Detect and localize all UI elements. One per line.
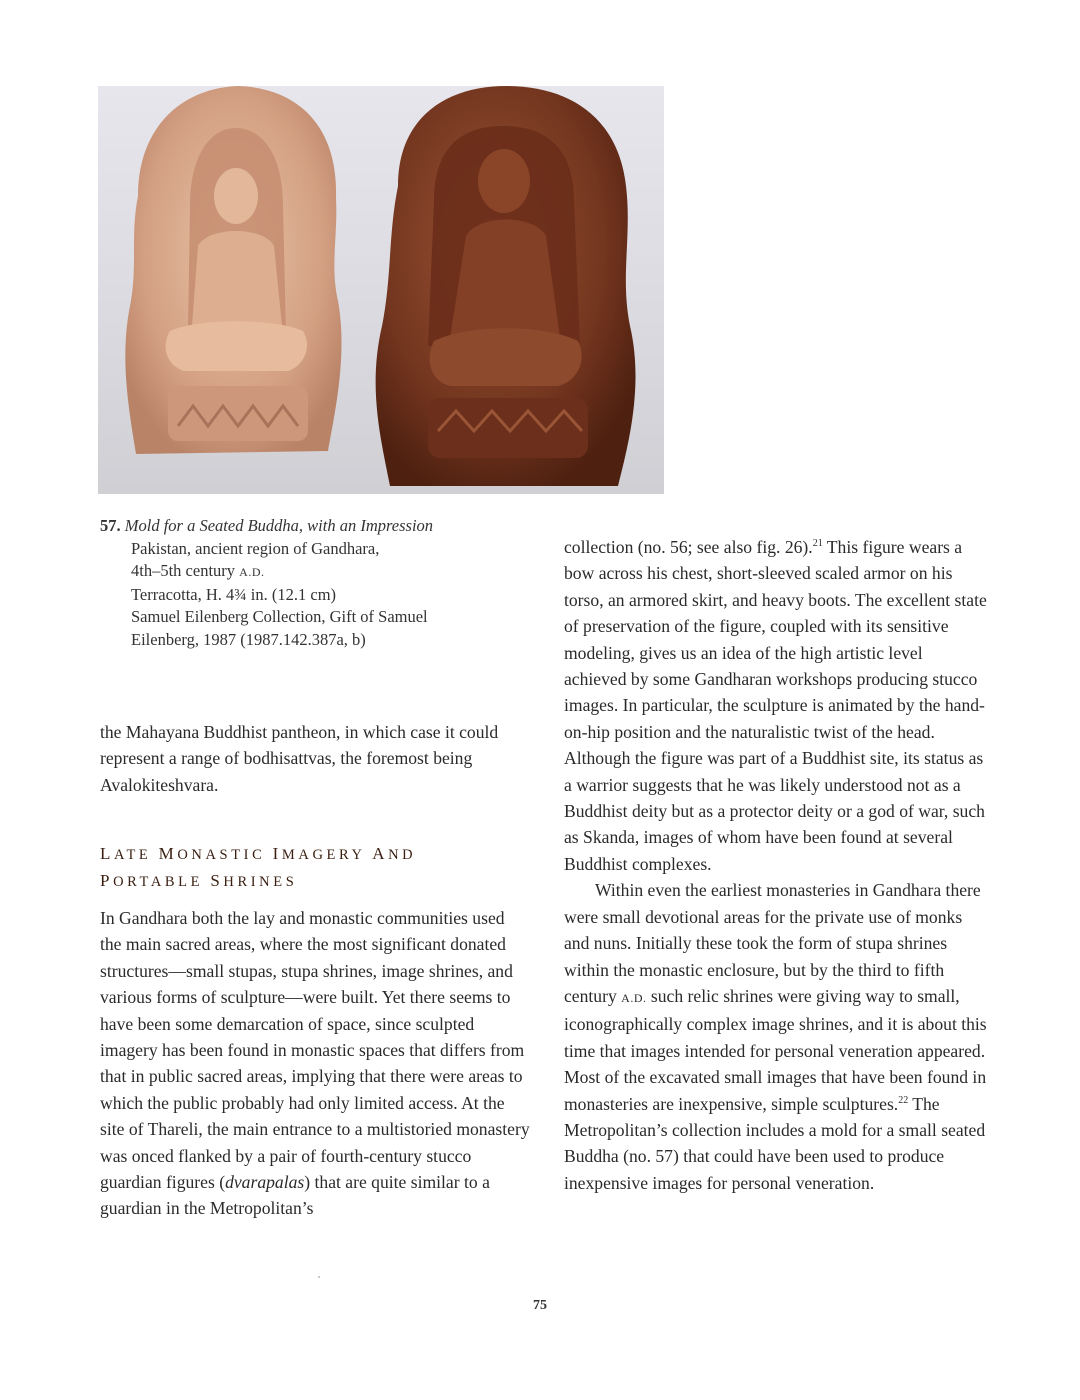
figure-title: Mold for a Seated Buddha, with an Impression: [124, 516, 434, 535]
caption-line-medium: Terracotta, H. 4¾ in. (12.1 cm): [131, 584, 337, 604]
impression-object: [376, 86, 636, 486]
right-column: [564, 534, 989, 1196]
left-main-paragraph: [100, 905, 530, 1222]
figure-photo: [98, 86, 664, 494]
caption-line-credit-1: Samuel Eilenberg Collection, Gift of Samuel: [131, 607, 428, 626]
caption-date-text: 4th–5th century: [131, 561, 236, 580]
footnote-ref-21: 21: [812, 538, 823, 550]
main-text: [100, 905, 530, 1222]
page-speck: [318, 1276, 320, 1278]
p2-text-b: such relic shrines were giving way to small, iconographically complex image shrines, and it is about this time that images intended for personal veneration appeared. Most of the excavated small images that have been found in monasteries are inexpensive, simple sculptures.: [564, 985, 987, 1114]
heading-line-1: [100, 841, 530, 868]
mold-and-impression-image: [98, 86, 664, 494]
caption-era: A.D.: [239, 565, 265, 579]
p1-text-a: collection (no. 56; see also fig. 26).: [564, 537, 813, 557]
caption-line-date: [100, 560, 530, 584]
main-text-part-1: In Gandhara both the lay and monastic communities used the main sacred areas, where the most significant donated structures—small stupas, stupa shrines, image shrines, and various forms of sculpture—were built. Yet there seems to have been some demarcation of space, since sculpted imagery has been found in monastic spaces that differs from that in public sacred areas, implying that there were areas to which the public probably had only limited access. At the site of Thareli, the main entrance to a multistoried monastery was onced flanked by a pair of fourth-century stucco guardian figures (: [100, 908, 530, 1193]
left-intro-paragraph: [100, 719, 530, 798]
heading-word-late: LATE: [100, 844, 152, 863]
footnote-ref-22: 22: [898, 1094, 909, 1106]
intro-text: the Mahayana Buddhist pantheon, in which case it could represent a range of bodhisattvas, the foremost being Avalokiteshvara.: [100, 722, 499, 795]
figure-caption: [100, 515, 530, 651]
heading-word-portable: PORTABLE: [100, 871, 204, 890]
page-number: 75: [533, 1298, 547, 1313]
heading-word-and: AND: [372, 844, 417, 863]
figure-number: 57.: [100, 516, 121, 535]
section-heading: [100, 841, 530, 895]
heading-word-monastic: MONASTIC: [158, 844, 266, 863]
right-paragraph-2: [564, 877, 989, 1196]
caption-line-origin: Pakistan, ancient region of Gandhara,: [131, 538, 380, 558]
heading-line-2: [100, 868, 530, 895]
main-text-part-2: ) that are quite similar to a guardian in the Metropolitan’s: [100, 1172, 490, 1219]
caption-line-credit-2: Eilenberg, 1987 (1987.142.387a, b): [131, 629, 366, 649]
main-text-italic-term: dvarapalas: [225, 1172, 305, 1193]
right-paragraph-1: [564, 534, 989, 877]
caption-title-line: [100, 515, 530, 538]
p2-text-c: The Metropolitan’s collection includes a mold for a small seated Buddha (no. 57) that could have been used to produce inexpensive images for personal veneration.: [564, 1093, 986, 1193]
p2-text-a: Within even the earliest monasteries in Gandhara there were small devotional areas for the private use of monks and nuns. Initially these took the form of stupa shrines within the monastic enclosure, but by the third to fifth century: [564, 880, 981, 1006]
p2-era: A.D.: [621, 990, 647, 1005]
heading-word-imagery: IMAGERY: [272, 844, 365, 863]
heading-word-shrines: SHRINES: [210, 871, 298, 890]
mold-object: [125, 86, 341, 454]
p1-text-b: This figure wears a bow across his chest, short-sleeved scaled armor on his torso, an armored skirt, and heavy boots. The excellent state of preservation of the figure, coupled with its sensitive modeling, gives us an idea of the high artistic level achieved by some Gandharan workshops producing stucco images. In particular, the sculpture is animated by the hand-on-hip position and the naturalistic twist of the head. Although the figure was part of a Buddhist site, its status as a warrior suggests that he was likely understood not as a Buddhist deity but as a protector deity or a god of war, such as Skanda, images of whom have been found at several Buddhist complexes.: [564, 537, 987, 874]
